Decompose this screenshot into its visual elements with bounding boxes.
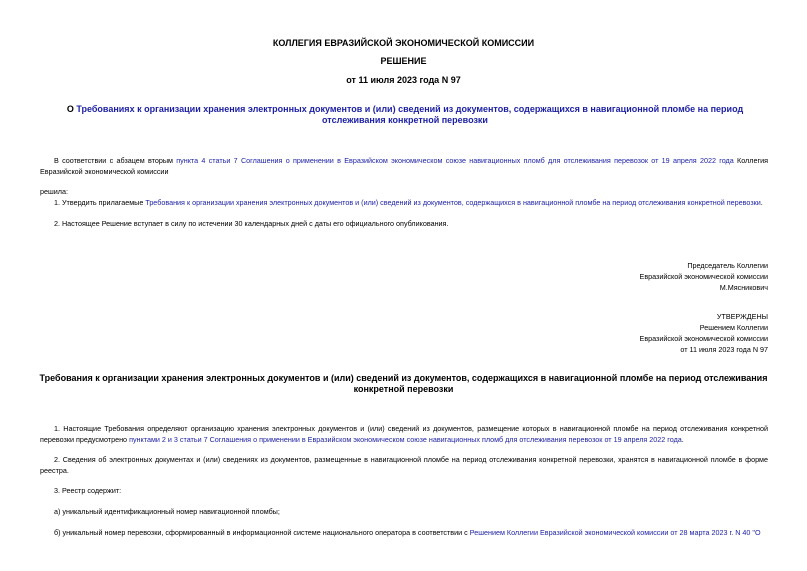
preamble-agreement-link[interactable]: пункта 4 статьи 7 Соглашения о применении в Евразийском экономическом союзе навигационных пломб для отслеживания перевозок от 19 апреля 2022 года [176,156,734,165]
subject-link[interactable]: Требованиях к организации хранения электронных документов и (или) сведений из документов, содержащихся в навигационной пломбе на период отслеживания конкретной перевозки [76,104,744,125]
approval-line-2: Решением Коллегии [699,323,768,332]
item-1-requirements-link[interactable]: Требования к организации хранения электронных документов и (или) сведений из документов, содержащихся в навигационной пломбе на период отслеживания конкретной перевозки [145,198,761,207]
requirement-3b-decision-link[interactable]: Решением Коллегии Евразийской экономической комиссии от 28 марта 2023 г. N 40 "О [469,528,761,537]
requirement-2: 2. Сведения об электронных документах и (или) сведениях из документов, размещенные в навигационной пломбе на период отслеживания конкретной перевозки, хранятся в навигационной пломбе в форме реестра. [40,455,768,475]
approval-block [450,311,768,355]
item-1-text-before: 1. Утвердить прилагаемые [54,198,146,207]
requirements-title: Требования к организации хранения электронных документов и (или) сведений из документов, содержащихся в навигационной пломбе на период отслеживания конкретной перевозки [39,373,768,394]
signature-block [450,260,768,293]
requirement-1 [40,423,768,445]
signature-organization: Евразийской экономической комиссии [639,272,768,281]
approval-line-4: от 11 июля 2023 года N 97 [680,345,768,354]
signature-name: М.Мясникович [719,283,768,292]
doc-type-heading: РЕШЕНИЕ [380,56,427,66]
requirement-3: 3. Реестр содержит: [54,486,122,495]
subject-prefix: О [66,104,77,114]
requirement-1-agreement-link[interactable]: пунктами 2 и 3 статьи 7 Соглашения о применении в Евразийском экономическом союзе навигационных пломб для отслеживания перевозок от 19 апреля 2022 года [129,435,682,444]
requirement-3a: а) уникальный идентификационный номер навигационной пломбы; [54,507,280,516]
requirement-1-text-after: . [681,435,684,444]
decision-subject [60,104,750,126]
decided-label: решила: [40,187,68,196]
requirement-3b [54,527,794,538]
approval-line-3: Евразийской экономической комиссии [639,334,768,343]
requirement-1-text-before: 1. Настоящие Требования определяют организацию хранения электронных документов и (или) сведений из документов, размещение которых в навигационной пломбе на период отслеживания конкретной перевозки предусмотрено [40,424,768,444]
decision-date: от 11 июля 2023 года N 97 [346,75,461,85]
item-2: 2. Настоящее Решение вступает в силу по истечении 30 календарных дней с даты его официального опубликования. [54,219,449,228]
approval-line-1: УТВЕРЖДЕНЫ [716,312,768,321]
preamble-paragraph [40,155,768,177]
item-1 [54,197,768,208]
preamble-text-before: В соответствии с абзацем вторым [54,156,177,165]
org-heading: КОЛЛЕГИЯ ЕВРАЗИЙСКОЙ ЭКОНОМИЧЕСКОЙ КОМИССИИ [272,38,535,48]
signature-title: Председатель Коллегии [687,261,768,270]
preamble-text-after: Коллегия Евразийской экономической комиссии [40,156,768,176]
requirement-3b-text-before: б) уникальный номер перевозки, сформированный в информационной системе национального оператора в соответствии с [54,528,470,537]
item-1-text-after: . [760,198,763,207]
